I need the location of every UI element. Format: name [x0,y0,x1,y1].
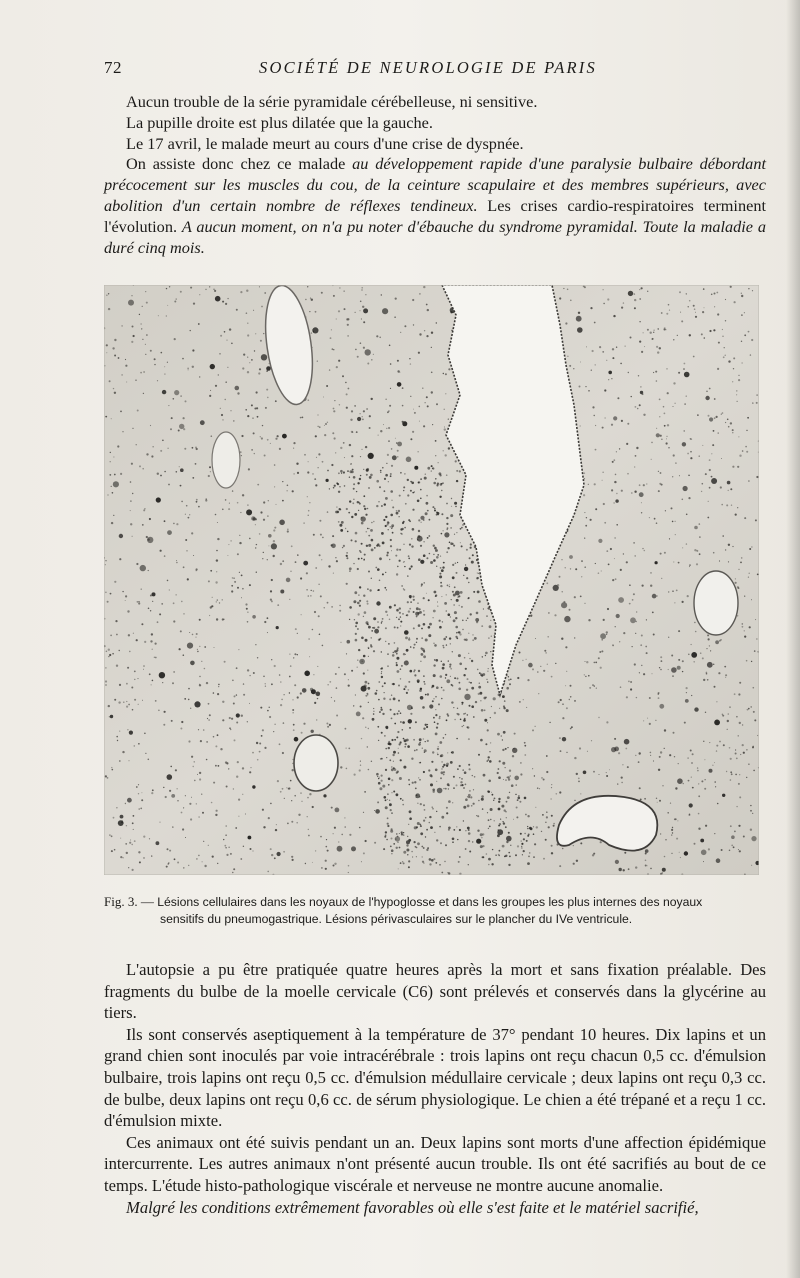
caption-line-2: sensitifs du pneumogastrique. Lésions périvasculaires sur le plancher du IVe ventricule. [160,912,633,926]
caption-text-1: Lésions cellulaires dans les noyaux de l'hypoglosse et dans les groupes les plus internes des noyaux [157,895,703,909]
summary-text-c: Les crises cardio-respiratoires terminent l'évolution. [104,195,766,236]
paragraph-followup: Ces animaux ont été suivis pendant un an. Deux lapins sont morts d'une affection épidémique intercurrente. Les autres animaux n'ont présenté aucun trouble. Ils ont été sacrifiés au bout de ce temps. L'étude histo-pathologique viscérale et nerveuse ne montre aucune anomalie. [104,1132,766,1195]
paragraph-death: Le 17 avril, le malade meurt au cours d'une crise de dyspnée. [126,133,524,153]
paragraph-summary [104,154,766,258]
journal-title: SOCIÉTÉ DE NEUROLOGIE DE PARIS [259,58,597,77]
summary-italic-b: au développement rapide d'une paralysie bulbaire débordant précocement sur les muscles du cou, de la ceinture scapulaire et des membres supérieurs, avec abolition d'un certain nombre de réflexes tendineux. [104,154,766,215]
summary-italic-d: A aucun moment, on n'a pu noter d'ébauche du syndrome pyramidal. Toute la maladie a duré cinq mois. [104,216,766,257]
vessel-right [694,571,738,635]
page-number: 72 [104,58,122,77]
figure-label: Fig. 3. — [104,894,154,909]
caption-line-1 [104,893,766,911]
paragraph-inoculation: Ils sont conservés aseptiquement à la température de 37° pendant 10 heures. Dix lapins et un grand chien sont inoculés par voie intracérébrale : trois lapins ont reçu chacun 0,5 cc. d'émulsion bulbaire, trois lapins ont reçu 0,5 cc. d'émulsion médullaire cervicale ; deux lapins ont reçu 0,3 cc. de bulbe, deux lapins ont reçu 0,6 cc. de sérum physiologique. Le chien a été trépané et a reçu 1 cc. d'émulsion mixte. [104,1024,766,1131]
page-edge-shadow [786,0,800,1278]
paragraph-conclusion-start: Malgré les conditions extrêmement favorables où elle s'est faite et le matériel sacrifié, [126,1197,699,1217]
figure-caption [104,893,766,928]
paragraph-autopsy: L'autopsie a pu être pratiquée quatre heures après la mort et sans fixation préalable. Des fragments du bulbe de la moelle cervicale (C6) sont prélevés et conservés dans la glycérine au tiers. [104,960,766,1023]
histology-micrograph [104,285,759,875]
paragraph-no-trouble: Aucun trouble de la série pyramidale cérébelleuse, ni sensitive. [126,92,538,111]
top-text-block [104,92,766,258]
running-head [104,58,766,82]
paragraph-pupil: La pupille droite est plus dilatée que la gauche. [126,112,433,132]
bottom-text-block [104,959,766,1218]
summary-text-a: On assiste donc chez ce malade [126,154,353,174]
vessel-left-mid [212,432,240,488]
vessel-lower-center [294,735,338,791]
